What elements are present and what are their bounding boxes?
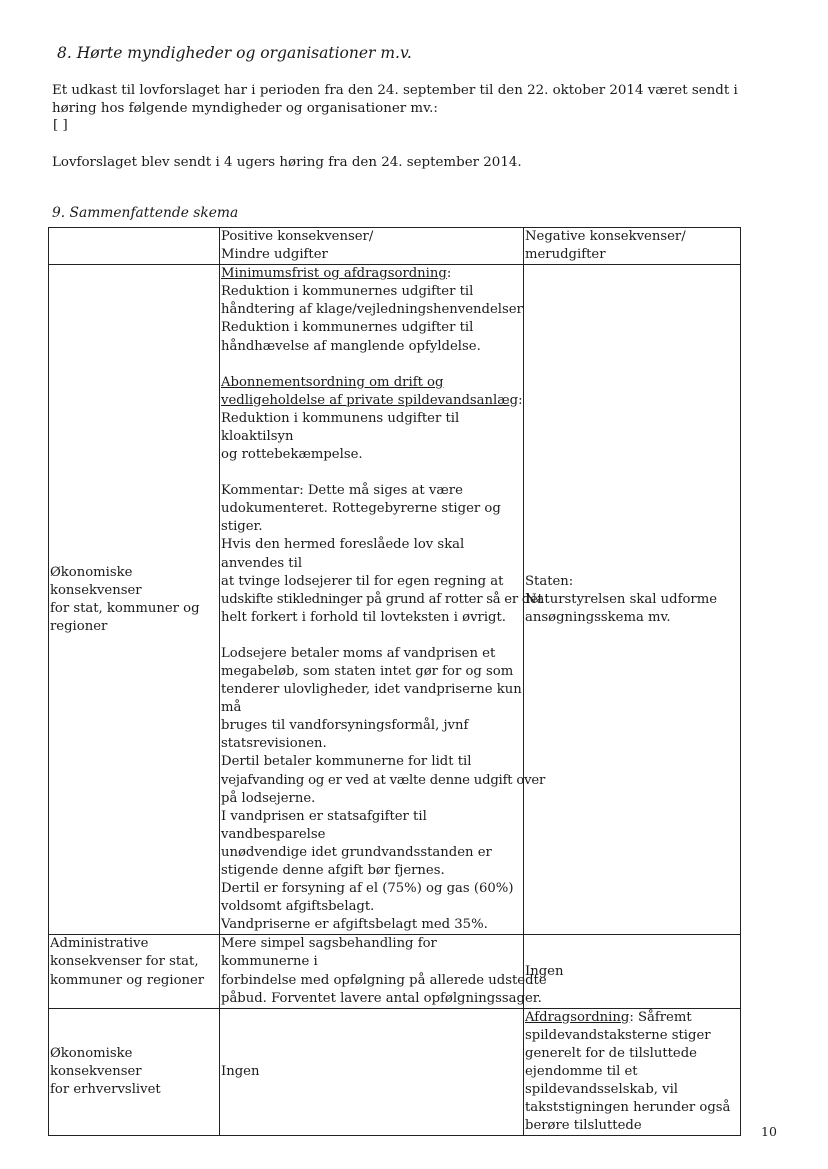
spacer (221, 356, 523, 374)
header-positive-line-2: Mindre udgifter (221, 247, 328, 263)
negative-consequences-cell (524, 265, 741, 935)
installment-line (525, 1009, 740, 1027)
row-label-administrative (49, 935, 220, 1008)
text-line: tenderer ulovligheder, idet vandpriserne kun må (221, 682, 522, 716)
section-9-heading: 9. Sammenfattende skema (52, 205, 239, 221)
text-line: ejendomme til et (525, 1064, 638, 1080)
negative-consequences-cell (524, 1008, 741, 1136)
text-line: Staten: (525, 573, 574, 589)
text-line: Naturstyrelsen skal udforme (525, 591, 717, 607)
underlined-heading: Afdragsordning (525, 1009, 630, 1025)
text-fragment: : Såfremt (629, 1009, 692, 1025)
row-label-line: for erhvervslivet (50, 1082, 161, 1098)
text-line: at tvinge lodsejerer til for egen regning at (221, 573, 504, 589)
text-line: spildevandsselskab, vil (525, 1082, 679, 1098)
text-line: takststigningen herunder også (525, 1100, 731, 1116)
text-line: stigende denne afgift bør fjernes. (221, 863, 445, 878)
text-line: Lodsejere betaler moms af vandprisen et (221, 645, 496, 661)
section-8-heading: 8. Hørte myndigheder og organisationer m.v. (57, 44, 412, 62)
table-row (49, 935, 741, 1008)
text-line: ansøgningsskema mv. (525, 609, 671, 625)
header-negative-cell (524, 228, 741, 265)
text-line: Kommentar: Dette må siges at være (221, 483, 463, 499)
row-label-line: kommuner og regioner (50, 972, 205, 988)
colon: : (446, 266, 452, 282)
header-empty-cell (49, 228, 220, 265)
underlined-heading: Abonnementsordning om drift og (221, 374, 444, 390)
text-line: Reduktion i kommunens udgifter til kloaktilsyn (221, 410, 460, 444)
text-line: I vandprisen er statsafgifter til vandbesparelse (221, 808, 427, 842)
section-8-paragraph: Et udkast til lovforslaget har i perioden fra den 24. september til den 22. oktober 2014 været sendt i høring hos følgende myndigheder og organisationer mv.: (52, 83, 738, 116)
text-line: påbud. Forventet lavere antal opfølgningssager. (221, 990, 542, 1006)
header-positive-cell (220, 228, 524, 265)
text-line: unødvendige idet grundvandsstanden er (221, 844, 492, 860)
text-line: på lodsejerne. (221, 790, 316, 806)
row-label-line: Økonomiske konsekvenser (50, 564, 142, 598)
text-line: forbindelse med opfølgning på allerede udstedte (221, 972, 547, 988)
header-positive-line-1: Positive konsekvenser/ (221, 229, 374, 244)
row-label-economic-business (49, 1008, 220, 1136)
negative-consequences-cell: Ingen (524, 935, 741, 1008)
text-line: udokumenteret. Rottegebyrerne stiger og stiger. (221, 501, 501, 535)
positive-consequences-cell: Ingen (220, 1008, 524, 1136)
text-line: Dertil betaler kommunerne for lidt til (221, 754, 472, 770)
text-line: Reduktion i kommunernes udgifter til (221, 284, 474, 300)
text-line: Dertil er forsyning af el (75%) og gas (60%) (221, 881, 514, 897)
text-line: Mere simpel sagsbehandling for kommunerne i (221, 936, 437, 970)
row-label-line: for stat, kommuner og (50, 600, 200, 616)
text-line: håndhævelse af manglende opfyldelse. (221, 338, 481, 354)
text-line: og rottebekæmpelse. (221, 447, 363, 463)
header-negative-line-1: Negative konsekvenser/ (525, 229, 686, 244)
colon: : (518, 392, 523, 408)
text-line: Reduktion i kommunernes udgifter til (221, 320, 474, 336)
table-header-row (49, 228, 741, 265)
text-line: vejafvanding og er ved at vælte denne udgift over (221, 772, 546, 788)
underlined-heading: vedligeholdelse af private spildevandsanlæg (221, 392, 519, 408)
table-row (49, 1008, 741, 1136)
text-line: spildevandstaksterne stiger (525, 1027, 711, 1043)
text-line: voldsomt afgiftsbelagt. (221, 899, 375, 915)
subheading-minimum-deadline (221, 265, 523, 283)
text-line: generelt for de tilsluttede (525, 1045, 697, 1061)
table-row (49, 265, 741, 935)
spacer (221, 627, 523, 645)
text-line: Hvis den hermed foreslåede lov skal anvendes til (221, 537, 465, 571)
positive-consequences-cell (220, 265, 546, 935)
hearing-period-paragraph: Lovforslaget blev sendt i 4 ugers høring fra den 24. september 2014. (52, 155, 522, 170)
subheading-subscription (221, 392, 523, 410)
header-negative-line-2: merudgifter (525, 247, 606, 263)
summary-table (48, 227, 741, 1136)
row-label-line: Økonomiske konsekvenser (50, 1045, 142, 1080)
text-line: udskifte stikledninger på grund af rotter så er det (221, 591, 543, 607)
text-line: Vandpriserne er afgiftsbelagt med 35%. (221, 917, 488, 933)
text-line: bruges til vandforsyningsformål, jvnf (221, 718, 469, 734)
row-label-economic-public (49, 265, 220, 935)
row-label-line: regioner (50, 618, 108, 634)
text-line: berøre tilsluttede (525, 1118, 642, 1134)
text-line: megabeløb, som staten intet gør for og som (221, 663, 514, 679)
row-label-line: Administrative (50, 936, 149, 952)
text-line: statsrevisionen. (221, 736, 327, 752)
text-line: håndtering af klage/vejledningshenvendelser (221, 302, 523, 318)
text-line: helt forkert i forhold til lovteksten i øvrigt. (221, 609, 506, 625)
spacer (221, 464, 523, 482)
underlined-heading: Minimumsfrist og afdragsordning (221, 266, 447, 282)
row-label-line: konsekvenser for stat, (50, 954, 199, 970)
placeholder-brackets: [ ] (53, 118, 68, 133)
page-number: 10 (761, 1124, 777, 1139)
